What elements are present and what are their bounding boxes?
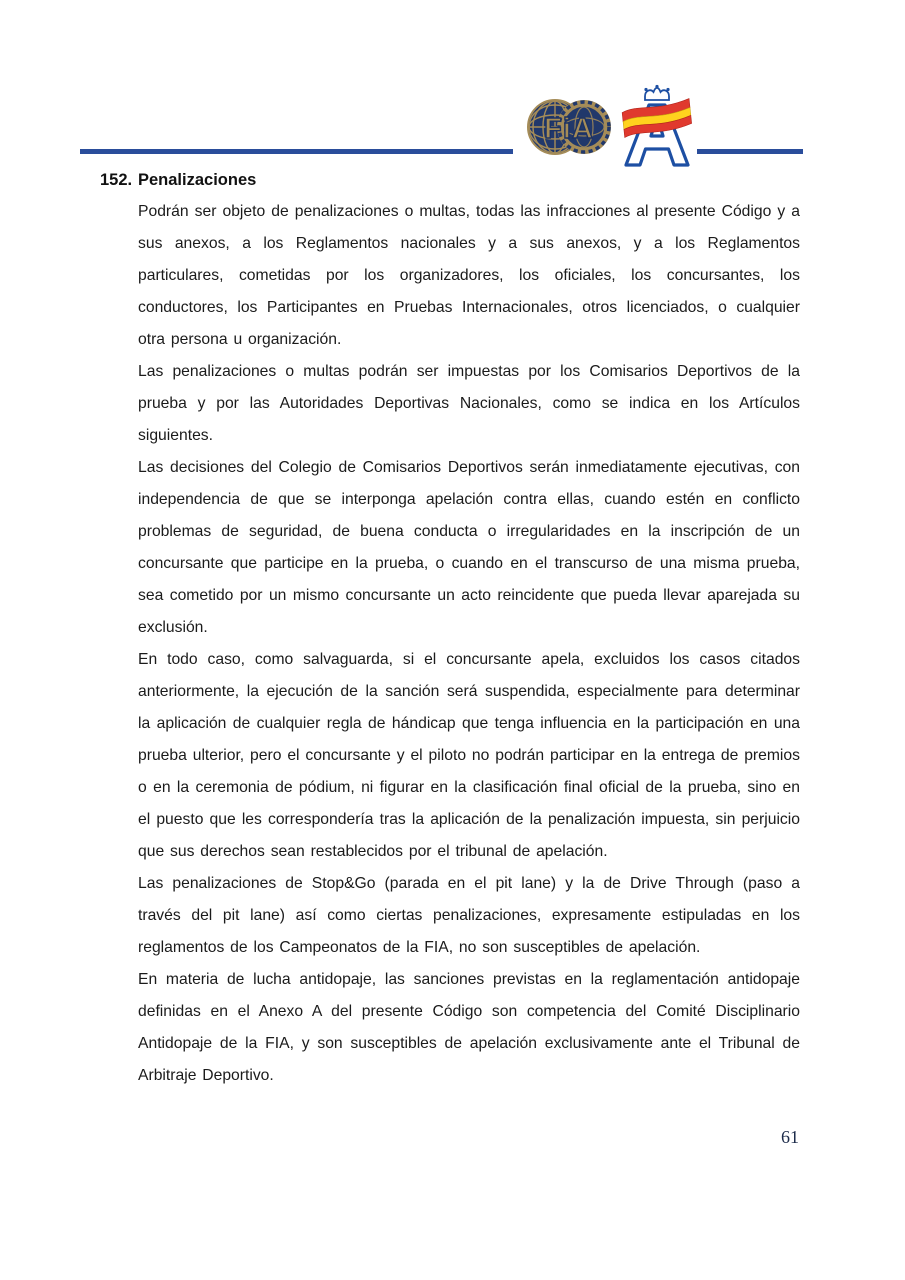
paragraph: Las decisiones del Colegio de Comisarios Deportivos serán inmediatamente ejecutivas, con independencia de que se interponga apelación contra ellas, cuando estén en conflicto problemas de seguridad, de buena conducta o irregularidades en la inscripción de un concursante que participe en la prueba, o cuando en el transcurso de una misma prueba, sea cometido por un mismo concursante un acto reincidente que pueda llevar aparejada su exclusión. [138, 459, 800, 636]
paragraph: Las penalizaciones de Stop&Go (parada en el pit lane) y la de Drive Through (paso a través del pit lane) así como ciertas penalizaciones, expresamente estipuladas en los reglamentos de los Campeonatos de la FIA, no son susceptibles de apelación. [138, 875, 800, 956]
section-title: Penalizaciones [138, 171, 257, 189]
paragraph: En todo caso, como salvaguarda, si el concursante apela, excluidos los casos citados anteriormente, la ejecución de la sanción será suspendida, especialmente para determinar la aplicación de cualquier regla de hándicap que tenga influencia en la participación en una prueba ulterior, pero el concursante y el piloto no podrán participar en la entrega de premios o en la ceremonia de pódium, ni figurar en la clasificación final oficial de la prueba, sino en el puesto que les correspondería tras la aplicación de la penalización impuesta, sin perjuicio que sus derechos sean restablecidos por el tribunal de apelación. [138, 651, 800, 860]
section-paragraphs [100, 196, 802, 1092]
paragraph: En materia de lucha antidopaje, las sanciones previstas en la reglamentación antidopaje definidas en el Anexo A del presente Código son competencia del Comité Disciplinario Antidopaje de la FIA, y son susceptibles de apelación exclusivamente ante el Tribunal de Arbitraje Deportivo. [138, 971, 800, 1084]
header-rule-left [80, 149, 513, 154]
document-body [100, 169, 802, 1092]
fia-logo-icon [527, 92, 612, 162]
section-number: 152. [100, 171, 133, 189]
header-rule-right [697, 149, 803, 154]
paragraph: Podrán ser objeto de penalizaciones o multas, todas las infracciones al presente Código y a sus anexos, a los Reglamentos nacionales y a sus anexos, y a los Reglamentos particulares, cometidas por los organizadores, los oficiales, los concursantes, los conductores, los Participantes en Pruebas Internacionales, otros licenciados, o cualquier otra persona u organización. [138, 203, 800, 348]
paragraph: Las penalizaciones o multas podrán ser impuestas por los Comisarios Deportivos de la prueba y por las Autoridades Deportivas Nacionales, como se indica en los Artículos siguientes. [138, 363, 800, 444]
crown [644, 85, 669, 100]
page-number: 61 [781, 1127, 799, 1147]
fia-logo-text: FiA [544, 113, 594, 145]
section-heading [100, 169, 802, 192]
rfeda-logo-icon [618, 83, 696, 168]
